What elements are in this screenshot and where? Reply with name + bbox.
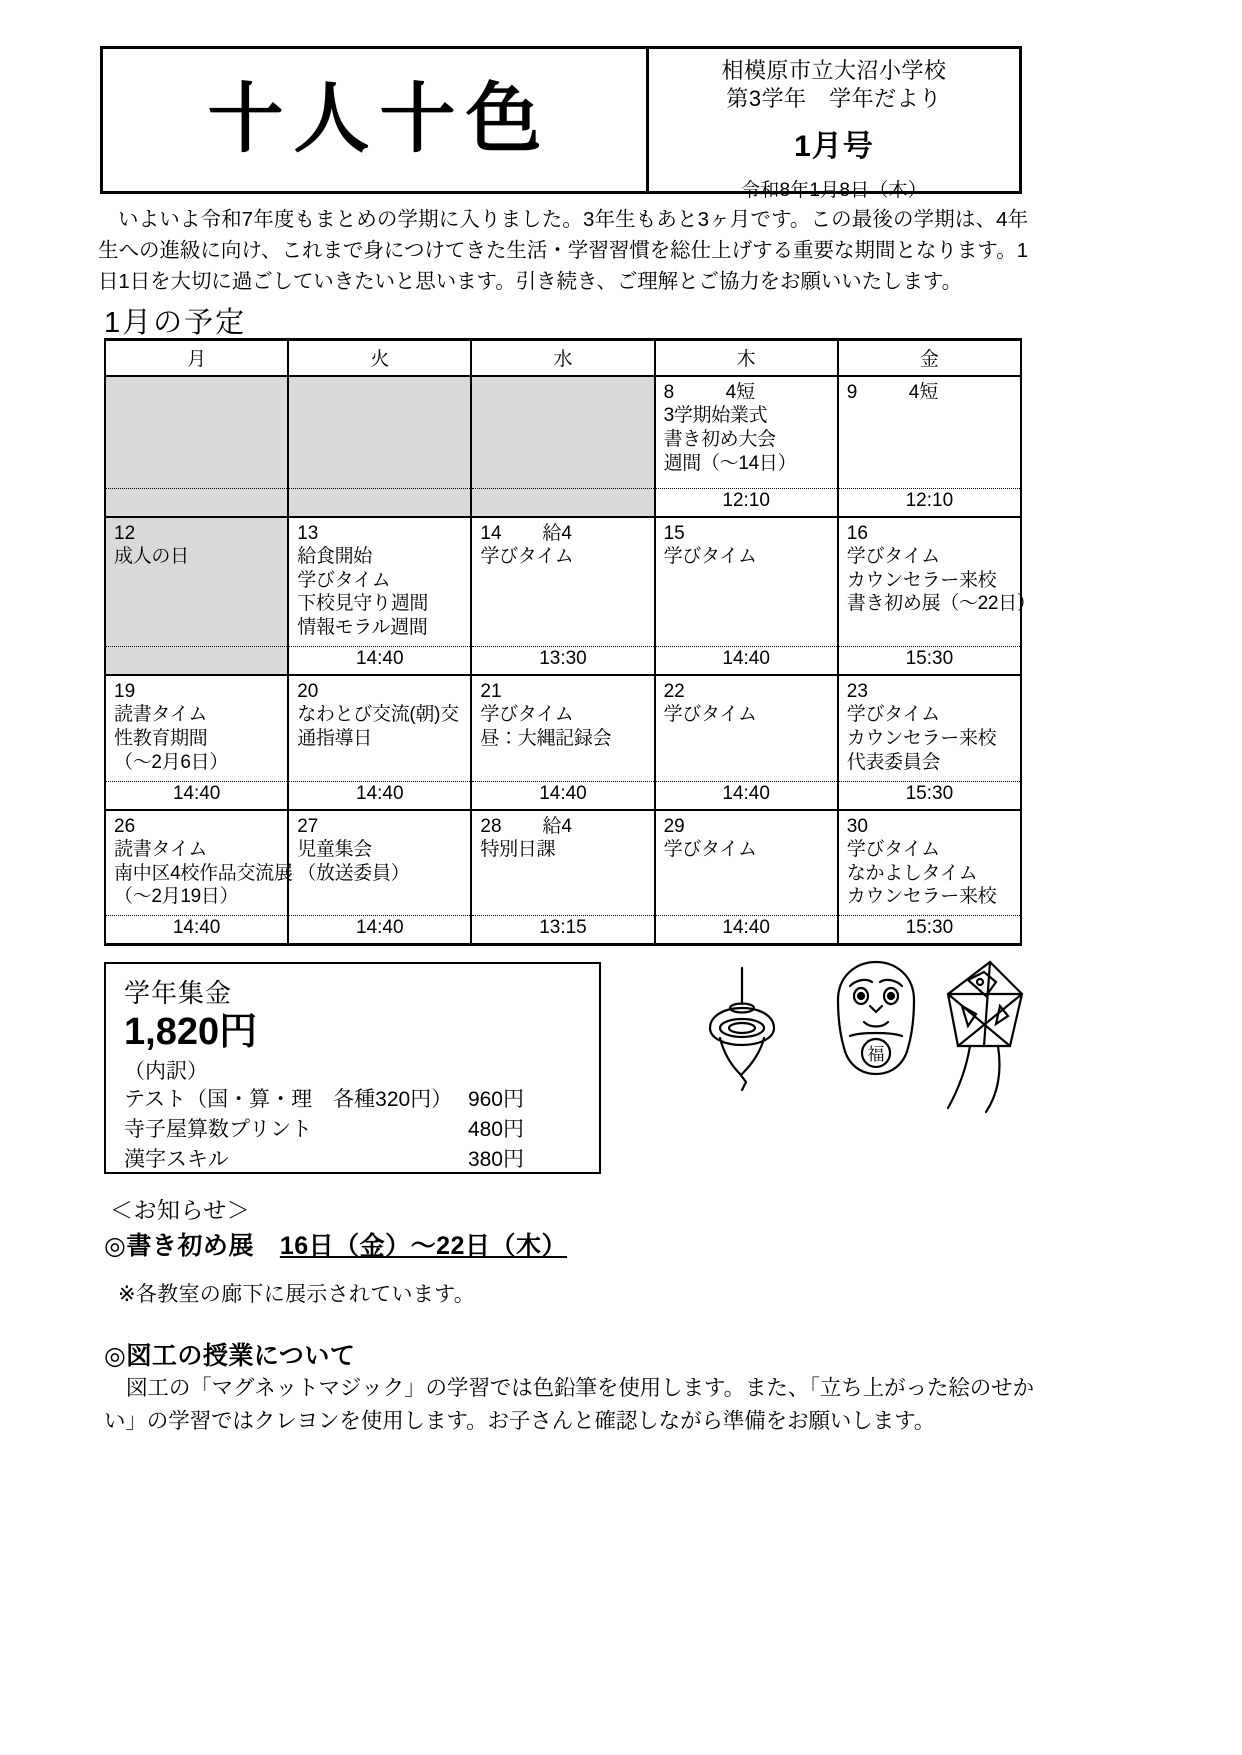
calendar-day-cell <box>655 517 838 647</box>
kite-icon <box>948 962 1022 1112</box>
calendar-event-item: なわとび交流(朝)交 <box>297 704 459 726</box>
notice2-body <box>104 1372 1034 1439</box>
notice2-text: 図工の「マグネットマジック」の学習では色鉛筆を使用します。また、「立ち上がった絵のせかい」の学習ではクレヨンを使用します。お子さんと確認しながら準備をお願いします。 <box>104 1376 1034 1434</box>
calendar-event-item: カウンセラー来校 <box>846 569 997 591</box>
calendar-day-cell <box>471 810 654 916</box>
calendar-day-number-row <box>297 681 462 703</box>
calendar-day-events <box>297 703 462 751</box>
fee-title: 学年集金 <box>124 978 233 1008</box>
calendar-day-number-row <box>847 816 1012 838</box>
calendar-dismissal-time: 14:40 <box>655 916 838 945</box>
calendar-dismissal-time <box>105 646 288 675</box>
calendar-event-item: カウンセラー来校 <box>846 886 997 908</box>
calendar-day-number: 29 <box>663 815 685 837</box>
calendar-event-item: 代表委員会 <box>846 751 941 773</box>
calendar-day-number-row <box>847 681 1012 703</box>
calendar-week-row <box>105 376 1021 488</box>
calendar-day-cell <box>655 675 838 781</box>
calendar-day-number: 9 <box>846 382 858 403</box>
calendar-day-events <box>480 703 645 751</box>
masthead-title: 十人十色 <box>207 77 552 162</box>
calendar-day-number-row <box>664 382 829 404</box>
calendar-day-number: 15 <box>663 522 685 544</box>
calendar-day-cell <box>288 675 471 781</box>
calendar-day-number-row <box>664 523 829 545</box>
spinning-top-icon <box>710 968 774 1090</box>
calendar-day-cell <box>655 810 838 916</box>
calendar-event-item: 児童集会 <box>297 838 372 860</box>
weekday-header-fri: 金 <box>838 340 1021 377</box>
calendar-dismissal-time-row <box>105 646 1021 675</box>
weekday-header-wed: 水 <box>471 340 654 377</box>
calendar-day-events <box>664 838 829 862</box>
calendar-dismissal-time: 14:40 <box>655 781 838 810</box>
calendar-day-events <box>846 545 1036 616</box>
fee-item-value: 960円 <box>467 1088 524 1112</box>
calendar-event-item: 学びタイム <box>663 838 757 860</box>
notice-art-class <box>104 1336 355 1372</box>
notice-kakizome-exhibition <box>104 1226 567 1262</box>
calendar-dismissal-time: 14:40 <box>288 781 471 810</box>
calendar-day-number-row <box>480 523 645 545</box>
calendar-event-item: カウンセラー来校 <box>846 728 997 750</box>
calendar-dismissal-time: 12:10 <box>655 488 838 517</box>
calendar-event-item: 通指導日 <box>297 728 372 750</box>
calendar-day-number-row <box>847 382 1012 404</box>
weekday-header-thu: 木 <box>655 340 838 377</box>
fee-breakdown-label: （内訳） <box>124 1059 208 1083</box>
calendar-week-row <box>105 675 1021 781</box>
calendar-event-item: （〜2月6日） <box>114 751 229 773</box>
daruma-label: 福 <box>867 1045 885 1064</box>
calendar-dismissal-time <box>471 488 654 517</box>
schedule-section-title: 1月の予定 <box>104 307 247 339</box>
calendar-day-number: 27 <box>297 815 319 837</box>
fee-item-row <box>124 1115 524 1145</box>
calendar-day-number: 26 <box>114 815 136 837</box>
calendar-event-item: 学びタイム <box>846 704 940 726</box>
calendar-day-events <box>664 404 829 475</box>
calendar-event-item: 3学期始業式 <box>663 405 768 427</box>
calendar-dismissal-time: 15:30 <box>838 646 1021 675</box>
calendar-day-events <box>114 703 279 774</box>
calendar-day-events <box>114 838 293 909</box>
calendar-dismissal-time-row <box>105 781 1021 810</box>
notice1-title: 書き初め展 <box>126 1232 254 1260</box>
calendar-day-number: 21 <box>480 680 502 702</box>
calendar-event-item: 週間（〜14日） <box>663 452 797 474</box>
fee-item-row <box>124 1145 524 1175</box>
calendar-day-tag: 4短 <box>725 382 756 403</box>
calendar-day-cell <box>471 517 654 647</box>
calendar-event-item: 書き初め大会 <box>663 429 776 451</box>
calendar-day-events <box>664 545 829 569</box>
calendar-day-number: 30 <box>846 815 868 837</box>
fee-item-list <box>124 1085 599 1174</box>
calendar-day-cell <box>105 675 288 781</box>
calendar-dismissal-time: 15:30 <box>838 781 1021 810</box>
calendar-dismissal-time <box>105 488 288 517</box>
notice2-title: 図工の授業について <box>126 1342 356 1370</box>
calendar-day-number-row <box>664 681 829 703</box>
fee-item-name: 漢字スキル <box>124 1147 229 1171</box>
calendar-dismissal-time: 14:40 <box>288 646 471 675</box>
calendar-event-item: 学びタイム <box>480 704 574 726</box>
fee-item-value: 380円 <box>467 1147 524 1171</box>
notice1-subtext: ※各教室の廊下に展示されています。 <box>118 1283 476 1306</box>
calendar-day-events <box>114 545 279 569</box>
calendar-day-cell <box>105 376 288 488</box>
calendar-event-item: 学びタイム <box>480 545 574 567</box>
calendar-day-events <box>297 838 462 886</box>
calendar-day-events <box>480 545 645 569</box>
calendar-day-cell <box>838 675 1021 781</box>
calendar-dismissal-time: 14:40 <box>105 781 288 810</box>
calendar-event-item: なかよしタイム <box>846 862 978 884</box>
calendar-event-item: 性教育期間 <box>114 728 208 750</box>
calendar-event-item: 学びタイム <box>663 704 757 726</box>
calendar-event-item: （〜2月19日） <box>114 886 239 908</box>
calendar-dismissal-time: 14:40 <box>655 646 838 675</box>
calendar-dismissal-time-row <box>105 488 1021 517</box>
calendar-day-events <box>664 703 829 727</box>
calendar-day-events <box>847 703 1012 774</box>
new-year-illustrations <box>690 950 1030 1150</box>
calendar-day-number: 19 <box>114 680 136 702</box>
issue-date: 令和8年1月8日（木） <box>741 180 927 202</box>
calendar-event-item: 読書タイム <box>114 838 208 860</box>
calendar-week-row <box>105 517 1021 647</box>
calendar-day-tag: 給4 <box>542 815 572 837</box>
calendar-day-number: 16 <box>846 522 868 544</box>
fee-total-amount: 1,820円 <box>124 1011 258 1054</box>
calendar-day-cell <box>655 376 838 488</box>
calendar-day-number-row <box>664 816 829 838</box>
weekday-header-tue: 火 <box>288 340 471 377</box>
newsletter-header <box>100 46 1022 202</box>
calendar-day-number: 28 <box>480 815 502 837</box>
masthead-container <box>103 49 649 191</box>
grade-fee-box <box>104 962 601 1174</box>
calendar-event-item: 学びタイム <box>846 838 940 860</box>
calendar-day-cell <box>471 376 654 488</box>
calendar-dismissal-time: 14:40 <box>105 916 288 945</box>
calendar-dismissal-time <box>288 488 471 517</box>
calendar-header-row <box>105 340 1021 377</box>
calendar-event-item: 昼：大縄記録会 <box>480 728 612 750</box>
calendar-day-number: 23 <box>846 680 868 702</box>
calendar-day-cell <box>288 376 471 488</box>
calendar-dismissal-time: 15:30 <box>838 916 1021 945</box>
calendar-event-item: 給食開始 <box>297 545 372 567</box>
fee-item-name: 寺子屋算数プリント <box>124 1117 313 1141</box>
weekday-header-mon: 月 <box>105 340 288 377</box>
intro-text: いよいよ令和7年度もまとめの学期に入りました。3年生もあと3ヶ月です。この最後の学期は、4年生への進級に向け、これまで身につけてきた生活・学習習慣を総仕上げする重要な期間となります。1日1日を大切に過ごしていきたいと思います。引き続き、ご理解とご協力をお願いいたします。 <box>98 208 1028 294</box>
calendar-day-number: 22 <box>663 680 685 702</box>
calendar-day-cell <box>838 376 1021 488</box>
calendar-day-number-row <box>297 523 462 545</box>
school-name: 相模原市立大沼小学校 <box>721 58 947 83</box>
calendar-day-number: 12 <box>114 522 136 544</box>
intro-paragraph <box>98 204 1028 297</box>
calendar-day-number: 14 <box>480 522 502 544</box>
fee-item-value: 480円 <box>467 1117 524 1141</box>
calendar-dismissal-time-row <box>105 916 1021 945</box>
calendar-day-number: 13 <box>297 522 319 544</box>
calendar-day-cell <box>471 675 654 781</box>
calendar-day-tag: 4短 <box>908 382 939 403</box>
calendar-event-item: 学びタイム <box>663 545 757 567</box>
header-info <box>649 49 1019 202</box>
calendar-day-number: 20 <box>297 680 319 702</box>
monthly-schedule-table <box>104 338 1036 946</box>
calendar-event-item: 特別日課 <box>480 838 556 860</box>
issue-number: 1月号 <box>794 130 874 164</box>
illustrations-svg <box>690 950 1030 1150</box>
calendar-event-item: 成人の日 <box>114 545 189 567</box>
calendar-day-cell <box>105 517 288 647</box>
calendar-event-item: 書き初め展（〜22日） <box>846 593 1036 615</box>
calendar-event-item: 学びタイム <box>297 569 391 591</box>
calendar-day-cell <box>838 517 1036 647</box>
notice1-dates: 16日（金）〜22日（木） <box>279 1232 567 1260</box>
grade-newsletter-label: 第3学年 学年だより <box>726 86 942 112</box>
calendar-day-number-row <box>114 681 279 703</box>
calendar-day-events <box>297 545 462 640</box>
calendar-dismissal-time: 13:15 <box>471 916 654 945</box>
fee-item-name: テスト（国・算・理 各種320円） <box>124 1088 453 1112</box>
calendar-day-events <box>480 838 645 862</box>
fee-item-row <box>124 1085 524 1115</box>
calendar-event-item: 情報モラル週間 <box>297 617 428 639</box>
notices-heading: ＜お知らせ＞ <box>110 1197 251 1223</box>
calendar-day-number-row <box>114 523 279 545</box>
calendar-dismissal-time: 12:10 <box>838 488 1021 517</box>
calendar-event-item: 下校見守り週間 <box>297 593 429 615</box>
calendar-event-item: （放送委員） <box>297 862 410 884</box>
calendar-day-cell <box>838 810 1021 916</box>
calendar-day-cell <box>288 810 471 916</box>
calendar-day-number: 8 <box>663 382 675 403</box>
calendar-day-tag: 給4 <box>542 522 572 544</box>
calendar-dismissal-time: 13:30 <box>471 646 654 675</box>
calendar-event-item: 読書タイム <box>114 704 208 726</box>
calendar-day-number-row <box>297 816 462 838</box>
calendar-day-cell <box>105 810 293 916</box>
calendar-dismissal-time: 14:40 <box>471 781 654 810</box>
calendar-day-events <box>847 838 1012 909</box>
calendar-event-item: 南中区4校作品交流展 <box>114 862 293 884</box>
calendar-event-item: 学びタイム <box>846 545 940 567</box>
calendar-week-row <box>105 810 1021 916</box>
calendar-day-number-row <box>480 681 645 703</box>
calendar-dismissal-time: 14:40 <box>288 916 471 945</box>
calendar-day-number-row <box>114 816 279 838</box>
calendar-day-number-row <box>847 523 1012 545</box>
calendar-day-cell <box>288 517 471 647</box>
calendar-body <box>105 376 1036 945</box>
calendar-day-number-row <box>480 816 645 838</box>
notice2-marker-icon: ◎ <box>104 1342 127 1370</box>
notice-marker-icon: ◎ <box>104 1232 127 1260</box>
